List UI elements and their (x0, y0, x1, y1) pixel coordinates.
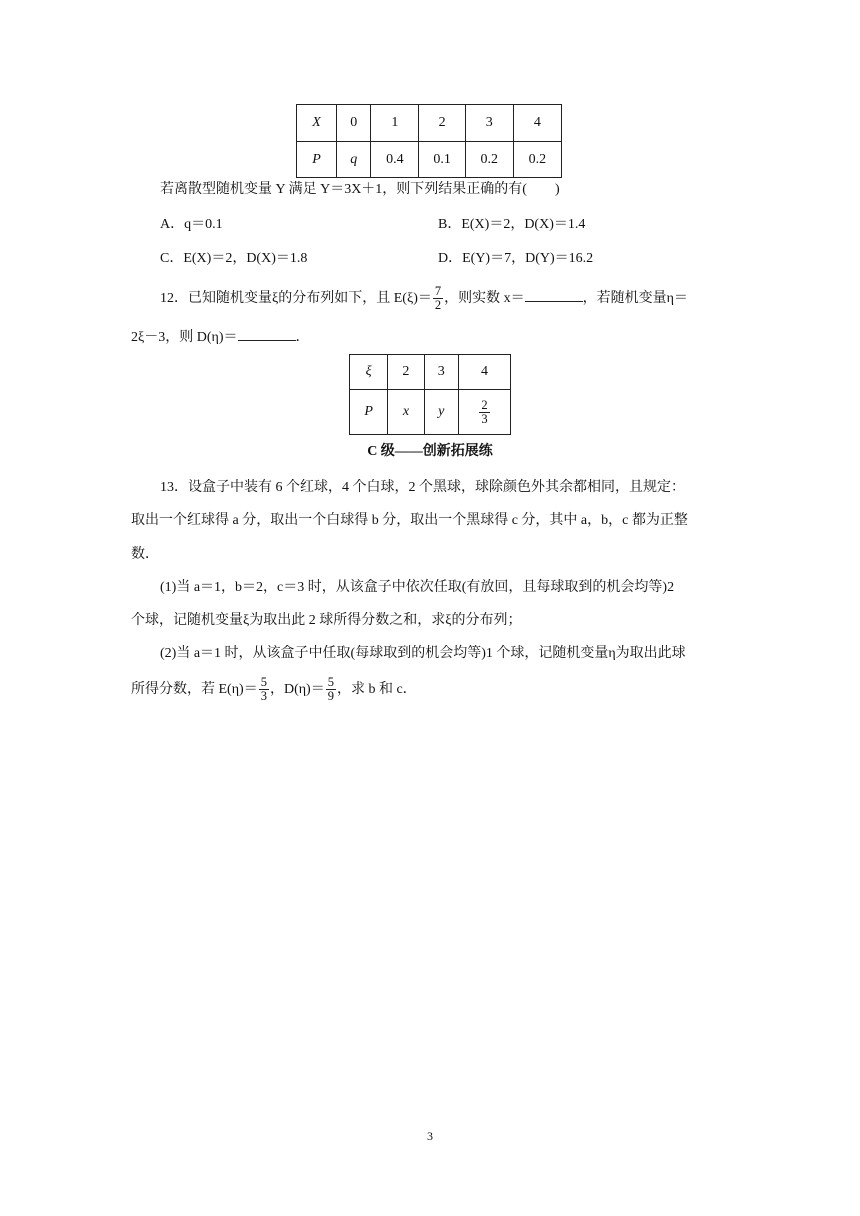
section-heading: C 级——创新拓展练 (367, 444, 493, 459)
q11-option-b: B．E(X)＝2，D(X)＝1.4 (438, 217, 586, 232)
table-cell: 2 (388, 355, 424, 390)
fraction-numerator: 5 (327, 675, 334, 690)
table-row (350, 390, 511, 435)
table-row (350, 355, 511, 390)
table-row (297, 105, 562, 142)
fraction-denominator: 3 (481, 411, 488, 426)
q12-line2 (131, 328, 310, 348)
q13-part1-line1: (1)当 a＝1，b＝2，c＝3 时，从该盒子中依次任取(有放回，且每球取到的机会均等)2 (160, 580, 675, 595)
q11-stem: 若离散型随机变量 Y 满足 Y＝3X＋1，则下列结果正确的有( ) (160, 182, 560, 197)
table-row (297, 142, 562, 178)
fraction-denominator: 3 (260, 689, 267, 704)
table-cell: P (297, 142, 337, 178)
fraction-numerator: 2 (481, 397, 488, 412)
fraction-numerator: 5 (260, 675, 267, 690)
table-cell: 3 (424, 355, 458, 390)
q12-line1 (160, 284, 688, 314)
q13-text-b: ，D(η)＝ (269, 682, 325, 697)
table-cell: x (388, 390, 424, 435)
q13-part2-line2 (131, 674, 417, 706)
q11-option-c: C．E(X)＝2，D(X)＝1.8 (160, 251, 308, 266)
table-cell: ξ (350, 355, 388, 390)
distribution-table-xi (349, 354, 511, 435)
q12-text-d: 2ξ－3，则 D(η)＝ (131, 330, 238, 345)
answer-blank[interactable] (238, 328, 296, 341)
table-cell: 0 (337, 105, 371, 142)
q12-text-c: ，若随机变量η＝ (582, 291, 688, 306)
table-cell: 0.1 (419, 142, 465, 178)
table-cell: q (337, 142, 371, 178)
page-number: 3 (427, 1129, 433, 1143)
q12-text-b: ，则实数 x＝ (444, 291, 525, 306)
q11-option-a: A．q＝0.1 (160, 217, 223, 232)
table-cell: 3 (465, 105, 513, 142)
table-cell: 0.4 (371, 142, 419, 178)
table-cell: 2 (419, 105, 465, 142)
table-cell (458, 390, 510, 435)
q11-option-d: D．E(Y)＝7，D(Y)＝16.2 (438, 251, 594, 266)
table-cell: 1 (371, 105, 419, 142)
q12-text-e: ． (295, 330, 310, 345)
answer-blank[interactable] (525, 289, 583, 302)
fraction-denominator: 2 (434, 298, 442, 313)
distribution-table-x (296, 104, 562, 178)
table-cell: 4 (458, 355, 510, 390)
q13-text-a: 所得分数，若 E(η)＝ (131, 682, 258, 697)
fraction-denominator: 9 (327, 689, 334, 704)
fraction (259, 676, 269, 703)
q13-line3: 数． (131, 547, 159, 562)
fraction (326, 676, 336, 703)
table-cell: X (297, 105, 337, 142)
table-cell: 4 (513, 105, 561, 142)
q13-line2: 取出一个红球得 a 分，取出一个白球得 b 分，取出一个黑球得 c 分，其中 a，b，c 都为正整 (131, 513, 688, 528)
table-cell: y (424, 390, 458, 435)
q13-line1: 13．设盒子中装有 6 个红球，4 个白球，2 个黑球，球除颜色外其余都相同，且规定： (160, 480, 685, 495)
table-cell: 0.2 (465, 142, 513, 178)
fraction (433, 285, 443, 312)
table-cell: P (350, 390, 388, 435)
fraction (479, 399, 489, 426)
q12-text-a: 12．已知随机变量ξ的分布列如下，且 E(ξ)＝ (160, 291, 432, 306)
fraction-numerator: 7 (434, 284, 442, 299)
table-cell: 0.2 (513, 142, 561, 178)
q13-part1-line2: 个球，记随机变量ξ为取出此 2 球所得分数之和，求ξ的分布列； (131, 613, 522, 628)
q13-text-c: ，求 b 和 c． (336, 682, 417, 697)
q13-part2-line1: (2)当 a＝1 时，从该盒子中任取(每球取到的机会均等)1 个球，记随机变量η为取出此球 (160, 646, 686, 661)
